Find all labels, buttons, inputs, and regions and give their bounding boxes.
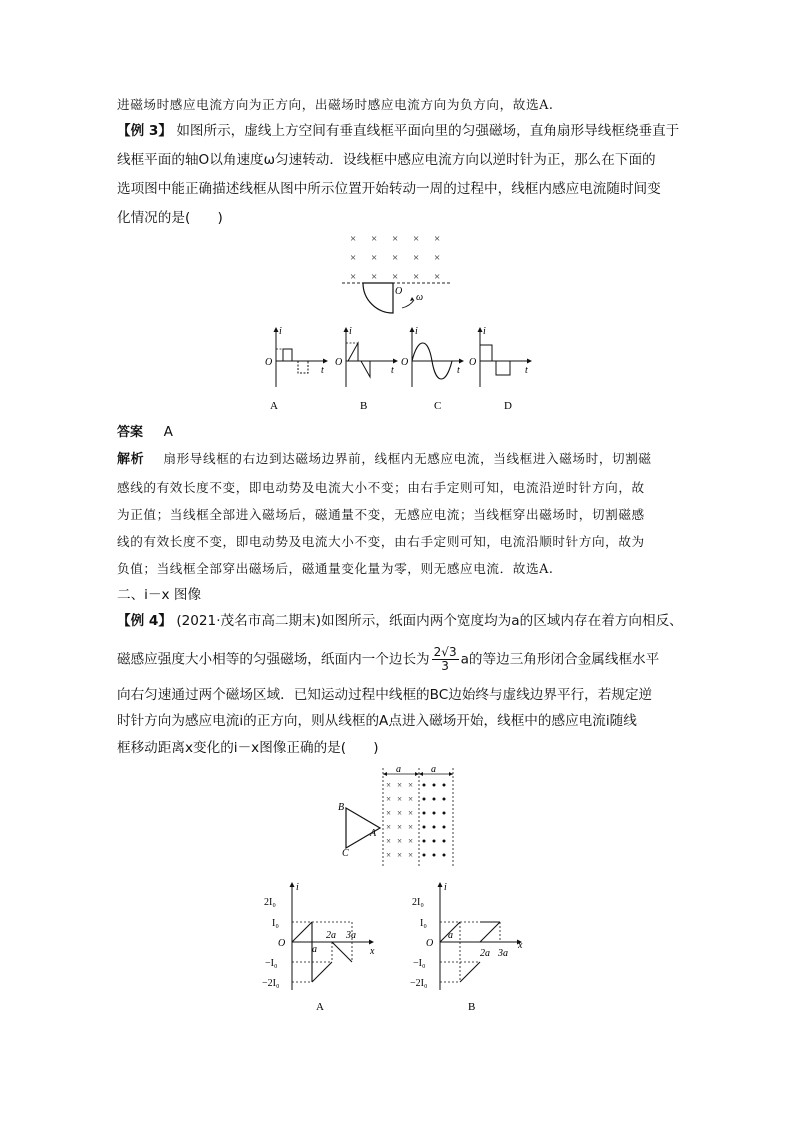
- svg-text:−I₀: −I₀: [265, 958, 278, 969]
- svg-text:×: ×: [392, 271, 399, 283]
- svg-text:×: ×: [386, 808, 392, 818]
- svg-text:×: ×: [413, 233, 420, 245]
- svg-text:a: a: [312, 944, 317, 955]
- svg-text:×: ×: [408, 850, 414, 860]
- svg-text:O: O: [278, 938, 286, 949]
- svg-text:a: a: [396, 764, 401, 775]
- svg-text:×: ×: [397, 808, 403, 818]
- svg-text:2I₀: 2I₀: [412, 897, 424, 908]
- analysis-line-1: 解析 扇形导线框的右边到达磁场边界前，线框内无感应电流，当线框进入磁场时，切割磁: [117, 451, 652, 467]
- omega-label: ω: [416, 292, 424, 303]
- svg-text:I₀: I₀: [272, 918, 279, 929]
- svg-text:×: ×: [408, 794, 414, 804]
- svg-text:×: ×: [350, 233, 357, 245]
- svg-text:i: i: [349, 326, 352, 337]
- answer-value: A: [163, 424, 173, 440]
- svg-text:×: ×: [408, 836, 414, 846]
- svg-text:×: ×: [434, 233, 441, 245]
- option-a-graph: [265, 326, 328, 412]
- svg-text:i: i: [483, 326, 486, 337]
- outward-field-dots: [423, 784, 446, 857]
- example-4-line-4: 时针方向为感应电流i的正方向，则从线框的A点进入磁场开始，线框中的感应电流i随线: [117, 713, 637, 729]
- svg-text:×: ×: [397, 836, 403, 846]
- fraction-side-length: $\frac{2√3}{3}$: [433, 645, 457, 673]
- svg-text:×: ×: [397, 822, 403, 832]
- svg-text:×: ×: [350, 252, 357, 264]
- example-4-option-a-label: A: [316, 1001, 324, 1013]
- svg-text:×: ×: [386, 850, 392, 860]
- example-3-line-1: [117, 121, 679, 141]
- svg-text:I₀: I₀: [420, 918, 427, 929]
- example-4-option-b-graph: [410, 880, 540, 1015]
- svg-text:C: C: [342, 848, 349, 859]
- example-4-line-5: 框移动距离x变化的i－x图像正确的是( ): [117, 740, 379, 756]
- svg-text:t: t: [391, 365, 394, 376]
- svg-text:×: ×: [408, 808, 414, 818]
- option-a-label: A: [270, 400, 278, 412]
- svg-text:×: ×: [371, 233, 378, 245]
- analysis-line-3: 为正值；当线框全部进入磁场后，磁通量不变，无感应电流；当线框穿出磁场时，切割磁感: [117, 507, 645, 522]
- svg-text:×: ×: [413, 252, 420, 264]
- svg-text:×: ×: [371, 271, 378, 283]
- option-d-graph: [469, 326, 532, 412]
- example-3-options: [262, 325, 542, 415]
- option-c-graph: [401, 326, 464, 412]
- example-3-line-4: 化情况的是( ): [117, 210, 223, 226]
- analysis-line-4: 线的有效长度不变，即电动势及电流大小不变，由右手定则可知，电流沿顺时针方向，故为: [117, 534, 645, 549]
- svg-text:−I₀: −I₀: [413, 958, 426, 969]
- example-4-line-1: 【例 4】 (2021·茂名市高二期末)如图所示，纸面内两个宽度均为a的区域内存在着方向相反、: [117, 613, 683, 629]
- example-4-line-2: 磁感应强度大小相等的匀强磁场，纸面内一个边长为 $\frac{2√3}{3}$ a的等边三角形闭合金属线框水平: [117, 645, 660, 673]
- svg-text:×: ×: [434, 252, 441, 264]
- svg-text:A: A: [370, 828, 377, 839]
- svg-text:×: ×: [386, 822, 392, 832]
- option-c-label: C: [434, 400, 442, 412]
- svg-text:3a: 3a: [498, 948, 508, 959]
- svg-text:2a: 2a: [326, 930, 336, 941]
- svg-text:×: ×: [386, 836, 392, 846]
- svg-text:a: a: [448, 930, 453, 941]
- example-4-option-a-graph: [262, 880, 392, 1015]
- svg-text:2I₀: 2I₀: [264, 897, 276, 908]
- answer-label: 答案: [117, 425, 144, 440]
- svg-text:t: t: [457, 365, 460, 376]
- axis-o-label: O: [395, 286, 403, 297]
- svg-text:t: t: [321, 365, 324, 376]
- svg-text:×: ×: [392, 233, 399, 245]
- svg-text:×: ×: [350, 271, 357, 283]
- svg-text:×: ×: [397, 794, 403, 804]
- inward-field-crosses: [386, 780, 413, 860]
- svg-text:O: O: [469, 357, 477, 368]
- svg-text:O: O: [401, 357, 409, 368]
- svg-text:−2I₀: −2I₀: [410, 978, 428, 989]
- svg-text:O: O: [335, 357, 343, 368]
- svg-text:×: ×: [434, 271, 441, 283]
- svg-text:×: ×: [408, 780, 414, 790]
- svg-text:a: a: [431, 764, 436, 775]
- option-d-label: D: [504, 400, 512, 412]
- svg-text:×: ×: [397, 780, 403, 790]
- example-3-tag: 【例 3】: [117, 123, 172, 139]
- svg-text:i: i: [444, 882, 447, 893]
- svg-text:×: ×: [386, 794, 392, 804]
- svg-text:×: ×: [413, 271, 420, 283]
- example-4-tag: 【例 4】: [117, 613, 172, 629]
- option-b-label: B: [360, 400, 368, 412]
- svg-text:2a: 2a: [480, 948, 490, 959]
- example-4-option-b-label: B: [468, 1001, 476, 1013]
- field-crosses: [350, 233, 440, 283]
- example-4-field-figure: [336, 764, 466, 872]
- example-3-answer: [117, 422, 173, 443]
- svg-text:−2I₀: −2I₀: [262, 978, 280, 989]
- example-3-field-figure: [340, 228, 470, 320]
- svg-text:x: x: [518, 940, 523, 951]
- option-b-graph: [335, 326, 398, 412]
- example-4-line-3: 向右匀速通过两个磁场区域．已知运动过程中线框的BC边始终与虚线边界平行，若规定逆: [117, 687, 653, 703]
- svg-text:×: ×: [397, 850, 403, 860]
- example-3-line-2: 线框平面的轴O以角速度ω匀速转动．设线框中感应电流方向以逆时针为正，那么在下面的: [117, 152, 656, 168]
- svg-text:×: ×: [371, 252, 378, 264]
- section-heading: 二、i－x 图像: [117, 587, 202, 603]
- svg-text:×: ×: [392, 252, 399, 264]
- analysis-label: 解析: [117, 452, 145, 467]
- example-3-line-3: 选项图中能正确描述线框从图中所示位置开始转动一周的过程中，线框内感应电流随时间变: [117, 181, 661, 197]
- svg-text:i: i: [415, 326, 418, 337]
- analysis-line-2: 感线的有效长度不变，即电动势及电流大小不变；由右手定则可知，电流沿逆时针方向，故: [117, 480, 645, 495]
- svg-text:x: x: [370, 946, 375, 957]
- prev-solution-tail: 进磁场时感应电流方向为正方向，出磁场时感应电流方向为负方向，故选A.: [117, 97, 554, 112]
- svg-text:i: i: [296, 882, 299, 893]
- example-3-text-1: 如图所示，虚线上方空间有垂直线框平面向里的匀强磁场，直角扇形导线框绕垂直于: [176, 123, 680, 139]
- svg-text:O: O: [426, 938, 434, 949]
- rotation-arrow: [402, 300, 414, 308]
- svg-text:O: O: [265, 357, 273, 368]
- svg-text:×: ×: [386, 780, 392, 790]
- svg-text:i: i: [279, 326, 282, 337]
- svg-text:×: ×: [408, 822, 414, 832]
- svg-text:t: t: [525, 365, 528, 376]
- svg-text:3a: 3a: [346, 930, 356, 941]
- svg-text:B: B: [338, 802, 345, 813]
- analysis-line-5: 负值；当线框全部穿出磁场后，磁通量变化量为零，则无感应电流．故选A.: [117, 561, 554, 576]
